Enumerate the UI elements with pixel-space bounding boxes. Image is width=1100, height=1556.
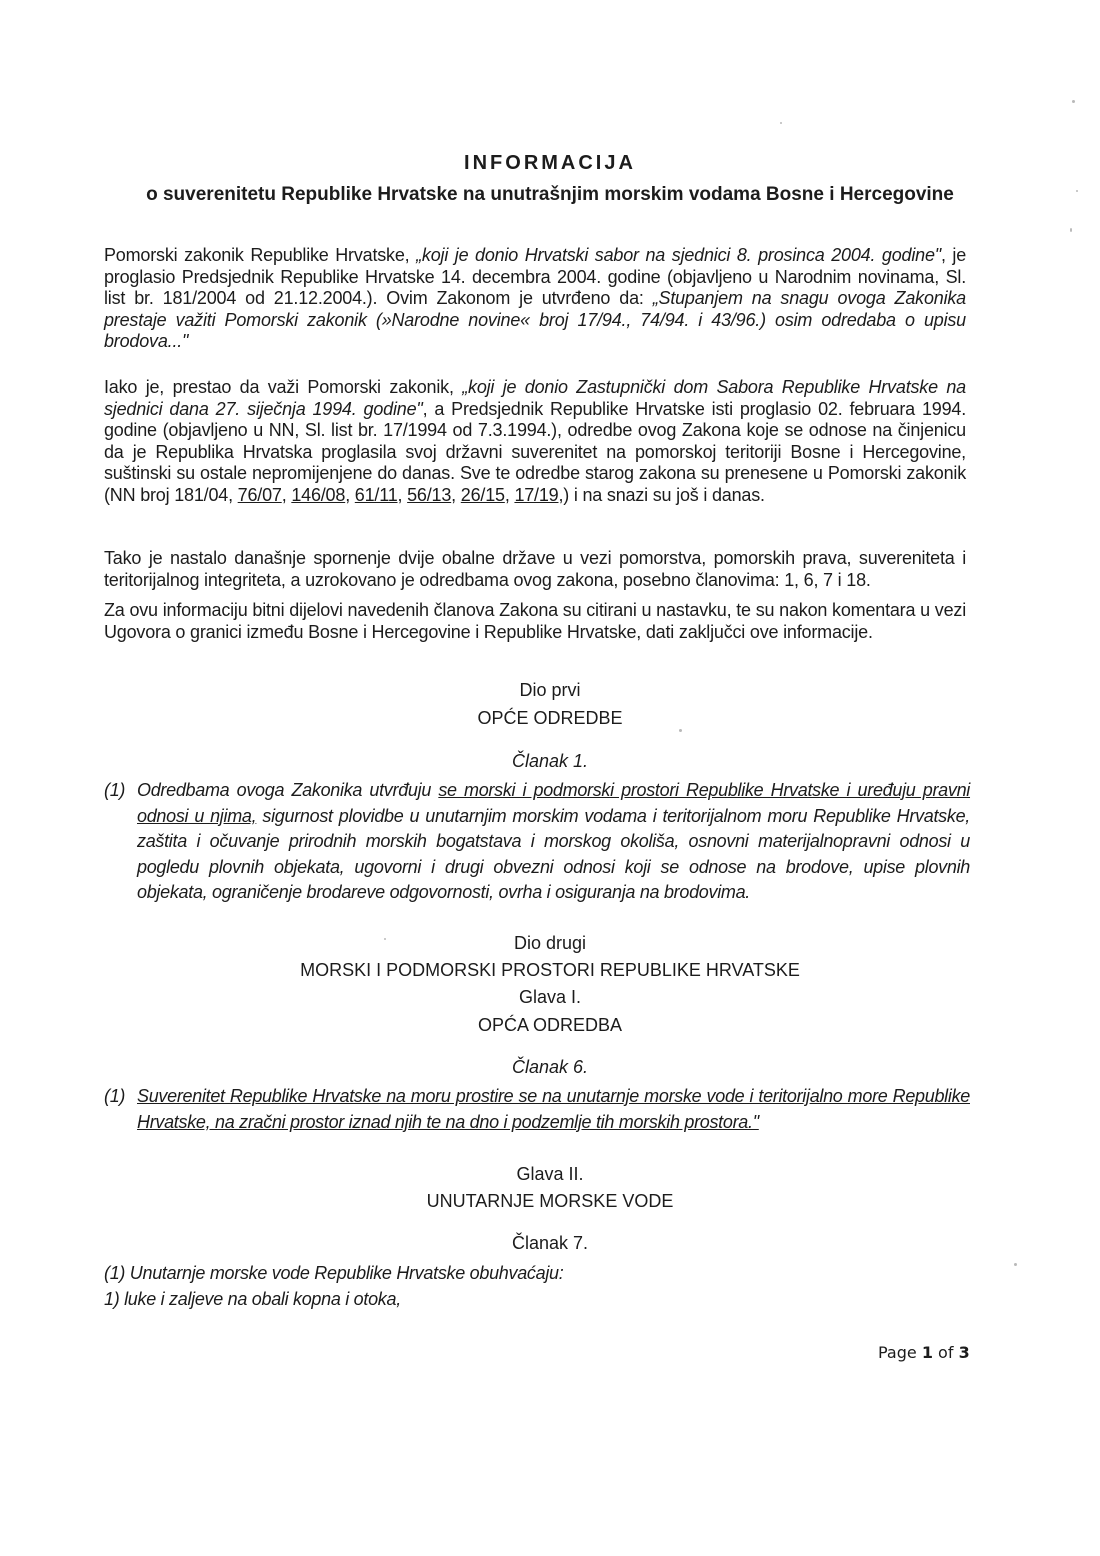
part-title: OPĆE ODREDBE [477, 708, 623, 728]
reference-link[interactable]: 17/19 [514, 484, 559, 505]
chapter-title: UNUTARNJE MORSKE VODE [426, 1191, 674, 1211]
article-heading: Članak 7. [511, 1233, 589, 1253]
chapter-title: OPĆA ODREDBA [477, 1015, 623, 1035]
reference-link[interactable]: 26/15 [460, 484, 505, 505]
quote-text: „Stupanjem na snagu ovoga Zakonika prestaje važiti Pomorski zakonik (»Narodne novine« broj 17/94., 74/94. i 43/96.) osim odredaba o upisu brodova..." [104, 288, 966, 352]
document-subtitle: o suverenitetu Republike Hrvatske na unutrašnjim morskim vodama Bosne i Hercegovine [146, 184, 954, 205]
article-7-line-1: (1) Unutarnje morske vode Republike Hrvatske obuhvaćaju: [104, 1263, 564, 1283]
article-heading: Članak 1. [511, 751, 589, 771]
underlined-text: Suverenitet Republike Hrvatske na moru prostire se na unutarnje morske vode i teritorijalno more Republike Hrvatske, na zračni prostor iznad njih te na dno i podzemlje tih morskih prostora." [137, 1086, 970, 1132]
document-title: INFORMACIJA [464, 152, 636, 174]
article-6-paragraph [104, 1084, 970, 1135]
underlined-text: se morski i podmorski prostori Republike Hrvatske i uređuju pravni odnosi u njima, [137, 780, 971, 826]
intro-paragraph-3: Tako je nastalo današnje spornenje dvije obalne države u vezi pomorstva, pomorskih prava, suvereniteta i teritorijalnog integriteta, a uzrokovano je odredbama ovog zakona, posebno članovima: 1, 6, 7 i 18. [104, 548, 966, 590]
intro-paragraph-2: Iako je, prestao da važi Pomorski zakonik, „koji je donio Zastupnički dom Sabora Republike Hrvatske na sjednici dana 27. siječnja 1994. godine", a Predsjednik Republike Hrvatske isti proglasio 02. februara 1994. godine (objavljeno u NN, Sl. list br. 17/1994 od 7.3.1994.), odredbe ovog Zakona koje se odnose na činjenicu da je Republika Hrvatska proglasila svoj državni suverenitet na pomorskoj teritoriji Bosne i Hercegovine, suštinski su ostale nepromijenjene do danas. Sve te odredbe starog zakona su prenesene u Pomorski zakonik (NN broj 181/04, 76/07, 146/08, 61/11, 56/13, 26/15, 17/19,) i na snazi su još i danas. [104, 377, 966, 505]
article-1-paragraph: (1) Odredbama ovoga Zakonika utvrđuju se morski i podmorski prostori Republike Hrvatske i uređuju pravni odnosi u njima, sigurnost plovidbe u unutarnjim morskim vodama i teritorijalnom moru Republike Hrvatske, zaštita i očuvanje prirodnih morskih bogatstava i morskog okoliša, osnovni materijalnopravni odnosi u pogledu plovnih objekata, ugovorni i drugi obvezni odnosi koji se odnose na brodove, upise plovnih objekata, ograničenje brodareve odgovornosti, ovrha i osiguranja na brodovima. [104, 780, 971, 902]
scan-speck [780, 122, 782, 124]
chapter-heading: Glava I. [518, 987, 582, 1007]
quote-text: „koji je donio Zastupnički dom Sabora Republike Hrvatske na sjednici dana 27. siječnja 1994. godine" [104, 377, 966, 419]
paragraph-number: (1) [104, 780, 126, 800]
scan-speck [1072, 100, 1075, 103]
quote-text: „koji je donio Hrvatski sabor na sjednici 8. prosinca 2004. godine" [416, 245, 941, 265]
part-heading: Dio drugi [513, 933, 587, 953]
reference-link[interactable]: 146/08 [291, 484, 346, 505]
reference-link[interactable]: 76/07 [237, 484, 282, 505]
scan-speck [1014, 1263, 1017, 1266]
intro-paragraph-1: Pomorski zakonik Republike Hrvatske, „koji je donio Hrvatski sabor na sjednici 8. prosinca 2004. godine", je proglasio Predsjednik Republike Hrvatske 14. decembra 2004. godine (objavljeno u Narodnim novinama, Sl. list br. 181/2004 od 21.12.2004.). Ovim Zakonom je utvrđeno da: „Stupanjem na snagu ovoga Zakonika prestaje važiti Pomorski zakonik (»Narodne novine« broj 17/94., 74/94. i 43/96.) osim odredaba o upisu brodova..." [104, 245, 967, 352]
scan-speck [1070, 228, 1072, 232]
part-title: MORSKI I PODMORSKI PROSTORI REPUBLIKE HRVATSKE [300, 960, 800, 980]
article-7-line-2: 1) luke i zaljeve na obali kopna i otoka, [104, 1289, 401, 1309]
reference-link[interactable]: 61/11 [354, 484, 398, 505]
chapter-heading: Glava II. [516, 1164, 584, 1184]
part-heading: Dio prvi [519, 680, 581, 700]
paragraph-number: (1) [104, 1086, 126, 1106]
intro-paragraph-4: Za ovu informaciju bitni dijelovi navedenih članova Zakona su citirani u nastavku, te su nakon komentara u vezi Ugovora o granici između Bosne i Hercegovine i Republike Hrvatske, dati zaključci ove informacije. [104, 600, 966, 642]
page-number: Page 1 of 3 [878, 1343, 970, 1362]
article-heading: Članak 6. [511, 1057, 589, 1077]
reference-link[interactable]: 56/13 [407, 484, 452, 505]
